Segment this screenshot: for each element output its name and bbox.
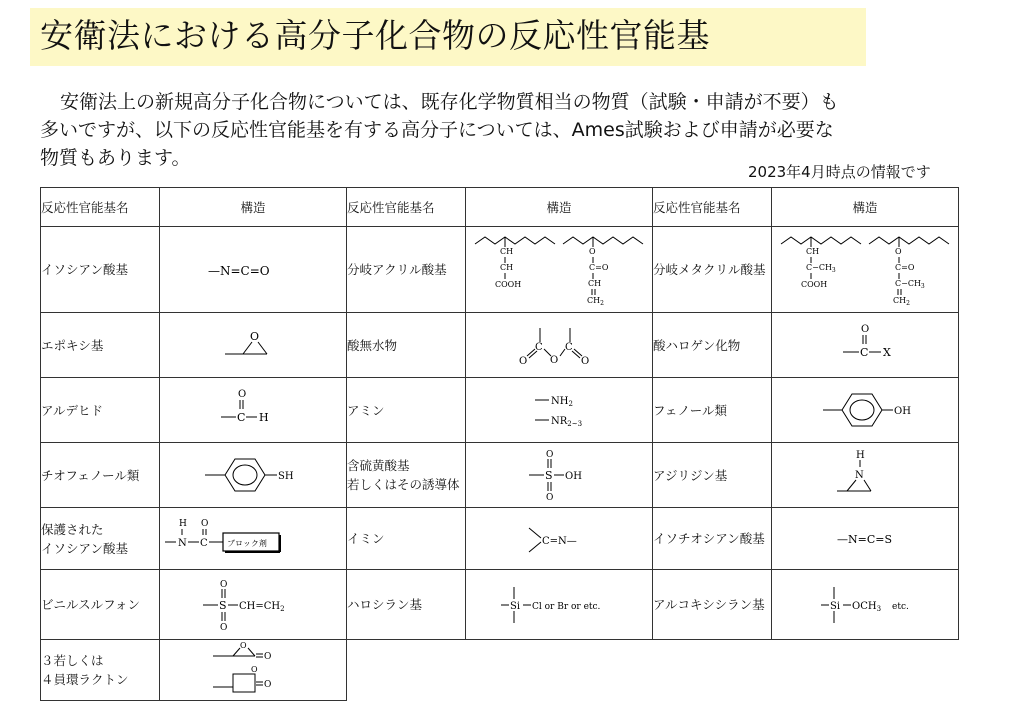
intro-line-2: 多いですが、以下の反応性官能基を有する高分子については、Ames試験および申請が必要な (40, 119, 834, 141)
structure-aziridine (772, 443, 959, 508)
svg-text:C=O: C=O (895, 262, 915, 272)
svg-text:NR2~3: $NR_{2\sim 3}$ (551, 416, 583, 428)
svg-text:ブロック剤: ブロック剤 (227, 538, 267, 548)
structure-isothiocyanate (772, 508, 959, 570)
svg-text:C: C (200, 537, 208, 549)
phenol-ring-icon (775, 385, 955, 435)
svg-text:S: S (545, 469, 553, 482)
svg-text:O: O (264, 652, 272, 662)
svg-text:H: H (179, 518, 187, 529)
structure-thiophenol (160, 443, 347, 508)
structure-halosilane (466, 570, 653, 640)
table-row (41, 508, 959, 570)
structure-branched-methacrylic (772, 227, 959, 313)
group-name: ハロシラン基 (347, 570, 466, 640)
epoxy-ring-icon (163, 320, 343, 370)
aldehyde-structure-icon (163, 385, 343, 435)
isocyanate-structure-icon (163, 250, 343, 290)
svg-text:CH: CH (806, 246, 820, 256)
svg-text:CH: CH (500, 246, 514, 256)
svg-text:C=O: C=O (589, 262, 609, 272)
group-name: イミン (347, 508, 466, 570)
group-name: ビニルスルフォン (41, 570, 160, 640)
group-name: 酸ハロゲン化物 (653, 313, 772, 378)
svg-text:OH: OH (565, 471, 582, 482)
svg-text:C−CH3: $C-CH_3$ (806, 262, 836, 274)
svg-text:O: O (546, 493, 554, 503)
group-name: ３若しくは ４員環ラクトン (41, 640, 160, 701)
svg-text:O: O (238, 389, 247, 400)
functional-group-table (40, 187, 959, 701)
sulfonic-structure-icon (469, 447, 649, 503)
table-row (41, 378, 959, 443)
svg-text:C−CH3: $C-CH_3$ (895, 278, 925, 290)
group-name: 酸無水物 (347, 313, 466, 378)
svg-text:—N=C=O: —N=C=O (208, 263, 270, 278)
svg-text:OCH3: $OCH_3$ (852, 600, 882, 613)
table-row (41, 443, 959, 508)
svg-text:Cl or Br or etc.: Cl or Br or etc. (532, 601, 601, 612)
svg-text:CH=CH2: $CH=CH_2$ (239, 600, 285, 613)
svg-text:C: C (535, 342, 543, 353)
structure-lactone (160, 640, 347, 701)
header-row (41, 188, 959, 227)
svg-text:SH: SH (278, 471, 294, 482)
structure-amine (466, 378, 653, 443)
svg-text:CH2: $CH_2$ (587, 295, 604, 307)
structure-branched-acrylic (466, 227, 653, 313)
group-name: フェノール類 (653, 378, 772, 443)
structure-alkoxysilane (772, 570, 959, 640)
svg-text:H: H (259, 411, 269, 424)
svg-text:etc.: etc. (892, 601, 909, 612)
svg-text:O: O (240, 641, 247, 650)
svg-text:O: O (201, 518, 209, 529)
page-title: 安衛法における高分子化合物の反応性官能基 (40, 16, 710, 55)
svg-text:CH: CH (500, 262, 514, 272)
svg-text:S: S (219, 598, 227, 612)
aziridine-ring-icon (775, 447, 955, 503)
group-name: 保護された イソシアン酸基 (41, 508, 160, 570)
svg-text:O: O (220, 622, 228, 633)
structure-vinyl-sulfone (160, 570, 347, 640)
group-name: エポキシ基 (41, 313, 160, 378)
table-row (41, 313, 959, 378)
svg-text:O: O (546, 450, 554, 460)
svg-text:O: O (895, 246, 902, 256)
halosilane-structure-icon (469, 577, 649, 633)
structure-acid-halide (772, 313, 959, 378)
isothiocyanate-structure-icon (775, 519, 955, 559)
table-row (41, 640, 959, 701)
svg-text:N: N (855, 470, 864, 481)
svg-text:O: O (220, 579, 228, 590)
thiophenol-ring-icon (163, 450, 343, 500)
svg-text:O: O (519, 356, 528, 367)
table-row (41, 570, 959, 640)
group-name: 分岐メタクリル酸基 (653, 227, 772, 313)
intro-line-1: 安衛法上の新規高分子化合物については、既存化学物質相当の物質（試験・申請が不要）も (60, 91, 839, 113)
anhydride-structure-icon (469, 320, 649, 370)
structure-anhydride (466, 313, 653, 378)
structure-phenol (772, 378, 959, 443)
svg-text:Si: Si (830, 600, 841, 612)
svg-text:—N=C=S: —N=C=S (837, 532, 893, 546)
svg-text:Si: Si (510, 600, 521, 612)
svg-text:O: O (251, 665, 258, 674)
svg-text:C=N—: C=N— (542, 535, 577, 547)
group-name: アルデヒド (41, 378, 160, 443)
alkoxysilane-structure-icon (775, 577, 955, 633)
svg-text:COOH: COOH (801, 279, 828, 289)
svg-text:O: O (250, 330, 260, 343)
svg-text:CH2: $CH_2$ (893, 295, 910, 307)
group-name: イソチオシアン酸基 (653, 508, 772, 570)
svg-text:COOH: COOH (495, 279, 522, 289)
svg-text:N: N (178, 537, 187, 549)
header-name-1: 反応性官能基名 (41, 188, 160, 227)
structure-aldehyde (160, 378, 347, 443)
svg-text:OH: OH (894, 406, 911, 417)
group-name: 分岐アクリル酸基 (347, 227, 466, 313)
svg-text:O: O (264, 680, 272, 690)
structure-epoxy (160, 313, 347, 378)
svg-text:C: C (565, 342, 573, 353)
vinyl-sulfone-structure-icon (163, 577, 343, 633)
branched-methacrylic-structure-icon (775, 230, 955, 310)
svg-text:CH: CH (588, 278, 602, 288)
structure-isocyanate (160, 227, 347, 313)
svg-text:NH2: $NH_2$ (551, 396, 573, 408)
header-name-2: 反応性官能基名 (347, 188, 466, 227)
svg-text:X: X (883, 346, 891, 359)
group-name: 含硫黄酸基 若しくはその誘導体 (347, 443, 466, 508)
svg-text:O: O (589, 246, 596, 256)
structure-imine (466, 508, 653, 570)
blocked-isocyanate-structure-icon (163, 514, 343, 564)
svg-text:C: C (237, 411, 246, 424)
group-name: イソシアン酸基 (41, 227, 160, 313)
date-note: 2023年4月時点の情報です (748, 163, 931, 181)
svg-text:O: O (861, 324, 870, 335)
intro-line-3: 物質もあります。 (40, 147, 191, 169)
amine-structure-icon (469, 385, 649, 435)
group-name: アミン (347, 378, 466, 443)
header-structure-1: 構造 (160, 188, 347, 227)
svg-text:O: O (550, 355, 559, 366)
imine-structure-icon (469, 514, 649, 564)
svg-text:C: C (860, 346, 869, 359)
lactone-ring-icon (163, 641, 343, 699)
header-structure-3: 構造 (772, 188, 959, 227)
header-structure-2: 構造 (466, 188, 653, 227)
header-name-3: 反応性官能基名 (653, 188, 772, 227)
branched-acrylic-structure-icon (469, 230, 649, 310)
acid-halide-structure-icon (775, 320, 955, 370)
group-name: チオフェノール類 (41, 443, 160, 508)
group-name: アジリジン基 (653, 443, 772, 508)
svg-text:H: H (856, 450, 865, 461)
group-name: アルコキシシラン基 (653, 570, 772, 640)
structure-blocked-isocyanate (160, 508, 347, 570)
svg-text:O: O (581, 356, 590, 367)
table-row (41, 227, 959, 313)
structure-sulfonic (466, 443, 653, 508)
